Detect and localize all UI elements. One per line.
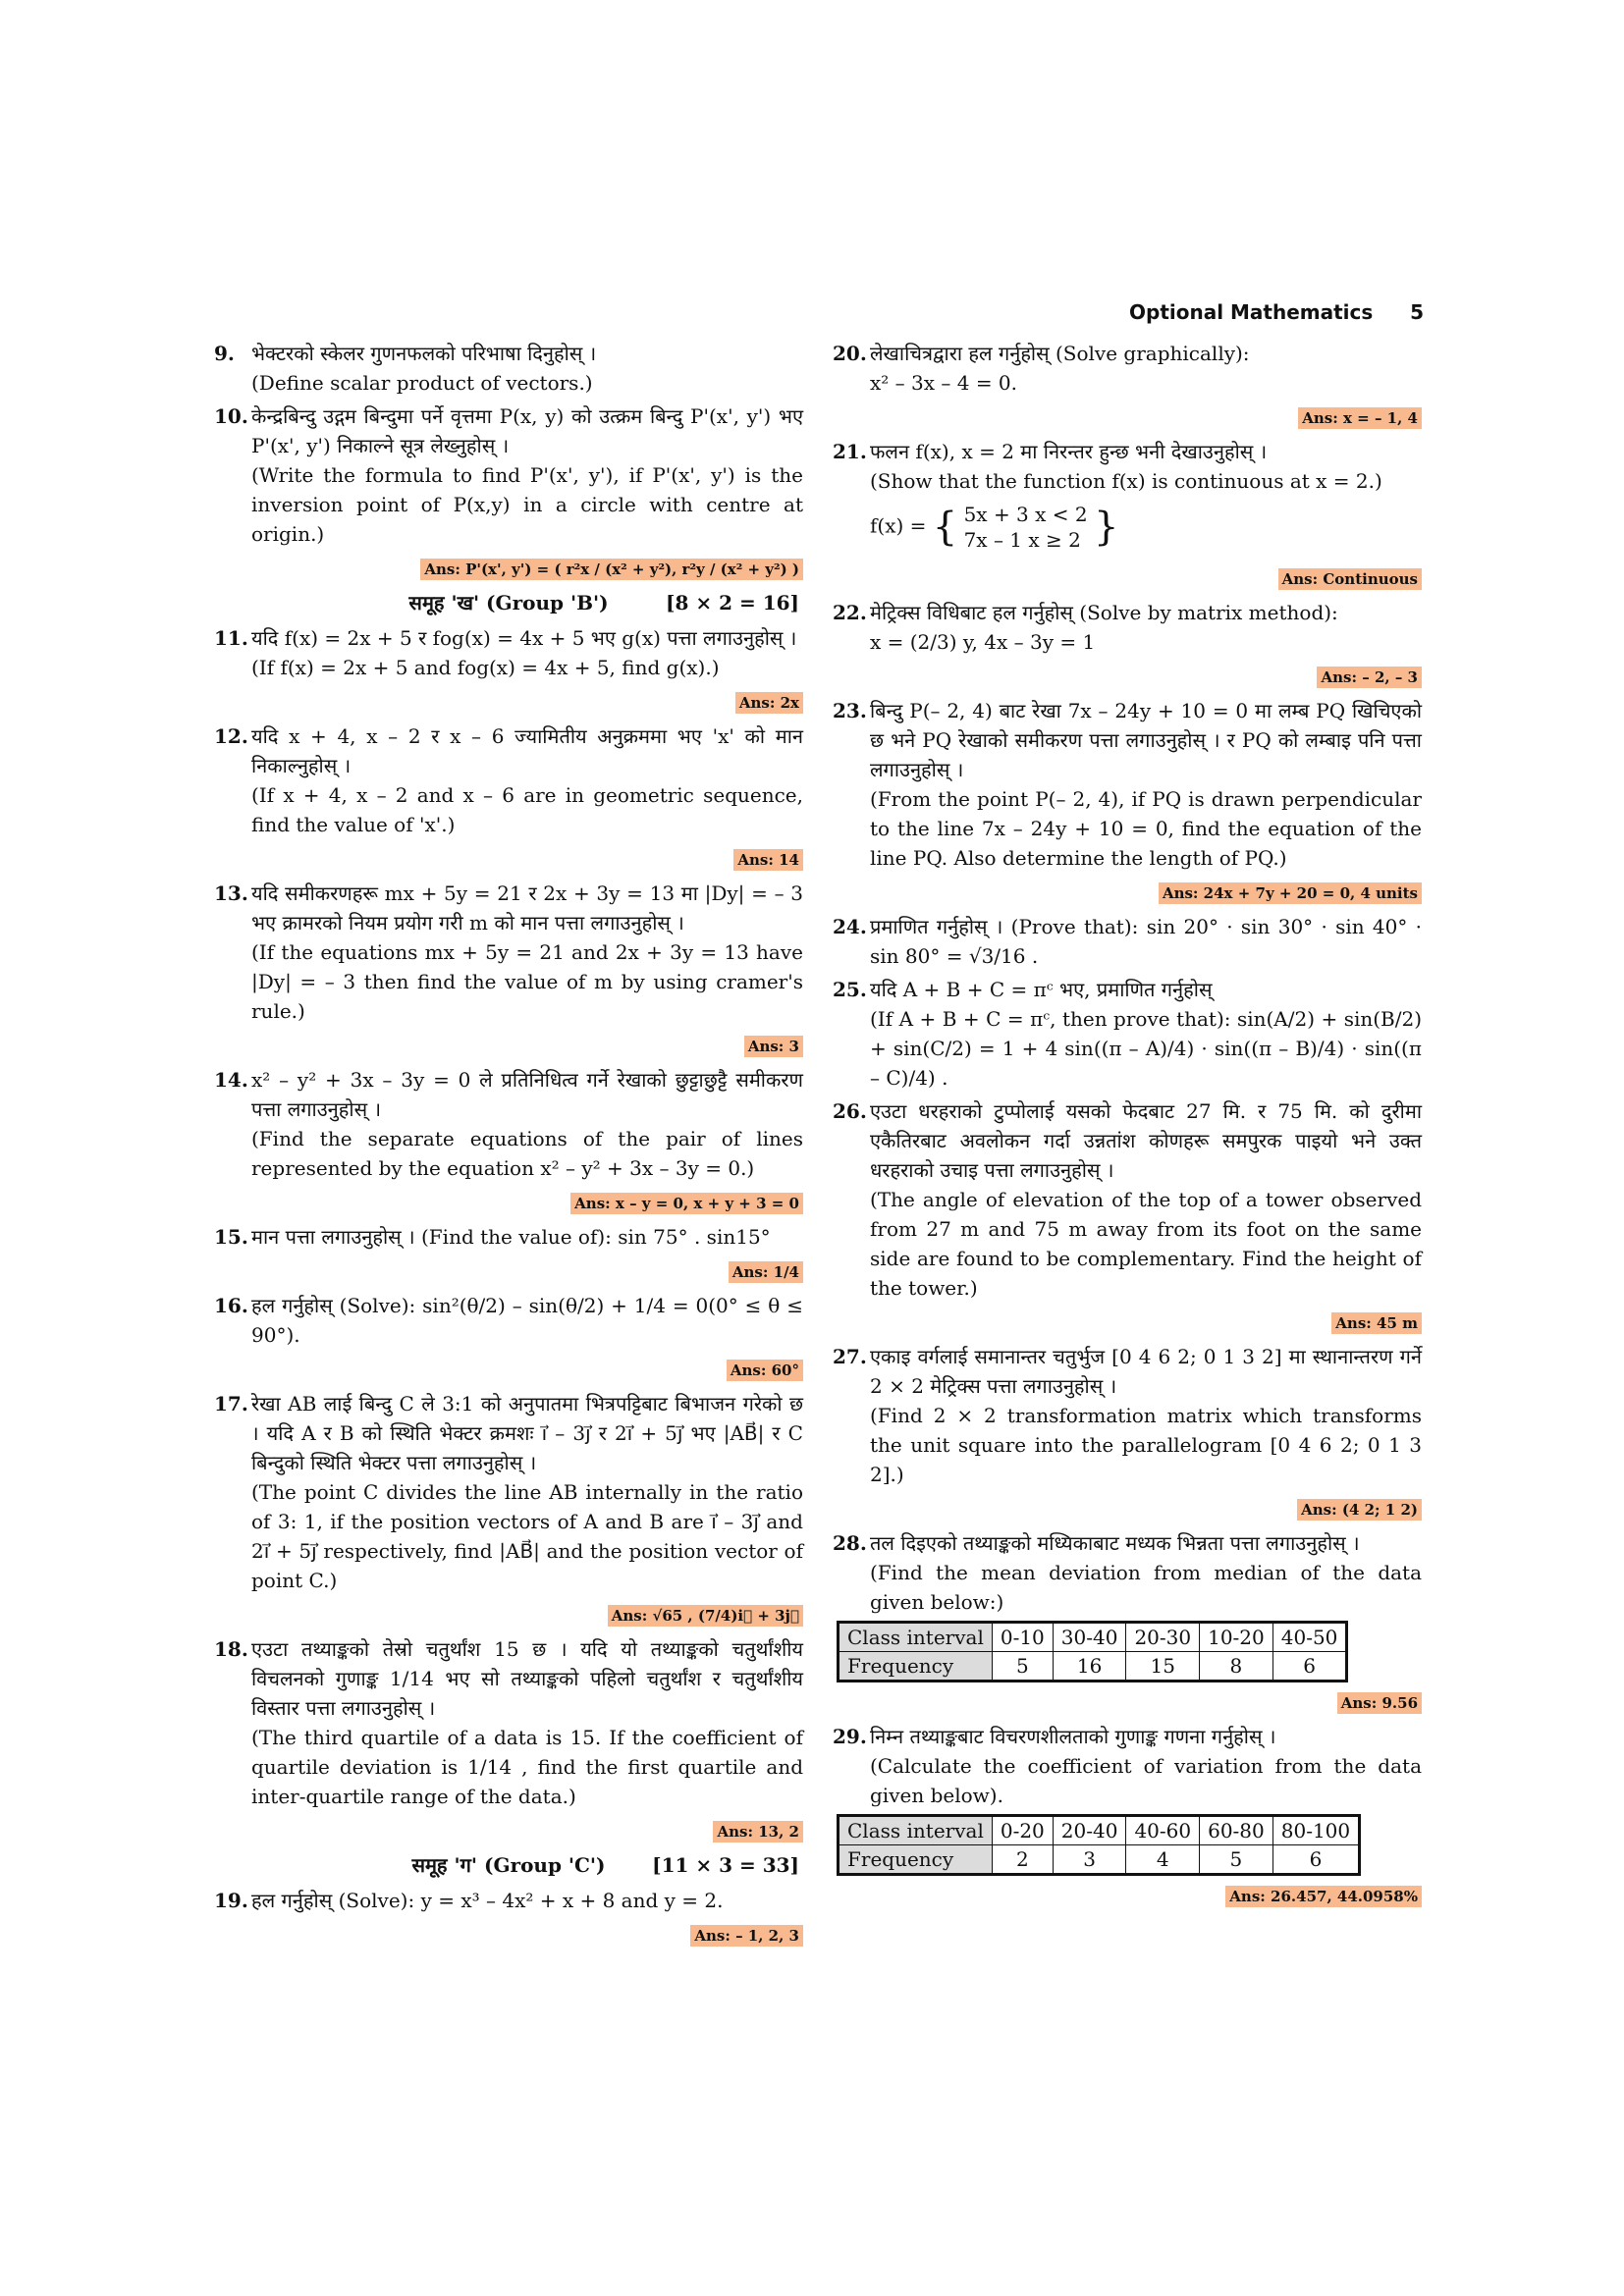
question-number: 12. <box>214 724 248 748</box>
question-text-english: (If the equations mx + 5y = 21 and 2x + 3y = 13 have |Dy| = – 3 then find the value of m by using cramer's rule.) <box>251 940 803 1023</box>
right-column <box>833 339 1422 1915</box>
question-number: 21. <box>833 440 867 463</box>
question-15 <box>214 1222 803 1252</box>
question-18 <box>214 1634 803 1811</box>
group-title: समूह 'ख' (Group 'B') <box>408 591 609 614</box>
answer-21: Ans: Continuous <box>833 562 1422 592</box>
question-number: 26. <box>833 1099 867 1123</box>
question-text-english: (Define scalar product of vectors.) <box>251 371 593 395</box>
answer-23: Ans: 24x + 7y + 20 = 0, 4 units <box>833 877 1422 906</box>
group-marks: [8 × 2 = 16] <box>666 591 799 614</box>
table-row: Frequency 5 16 15 8 6 <box>839 1652 1347 1682</box>
question-text-english: (From the point P(– 2, 4), if PQ is drawn perpendicular to the line 7x – 24y + 10 = 0, find the equation of the line PQ. Also determine the length of PQ.) <box>870 787 1422 870</box>
header-title: Optional Mathematics <box>1129 300 1374 324</box>
answer-28: Ans: 9.56 <box>833 1686 1422 1716</box>
question-text-nepali: रेखा AB लाई बिन्दु C ले 3:1 को अनुपातमा भित्रपट्टिबाट बिभाजन गरेको छ । यदि A र B को स्थिति भेक्टर क्रमशः i⃗ – 3j⃗ र 2i⃗ + 5j⃗ भए |AB⃗| र C बिन्दुको स्थिति भेक्टर पत्ता लगाउनुहोस् । <box>251 1392 803 1474</box>
question-text-nepali: x² – y² + 3x – 3y = 0 ले प्रतिनिधित्व गर्ने रेखाको छुट्टाछुट्टै समीकरण पत्ता लगाउनुहोस् । <box>251 1068 803 1121</box>
question-number: 28. <box>833 1531 867 1555</box>
question-26 <box>833 1096 1422 1303</box>
question-number: 15. <box>214 1225 248 1249</box>
piecewise-function: f(x) = { 5x + 3 x < 2 7x – 1 x ≥ 2 } <box>870 503 1119 552</box>
table-row: Class interval 0-20 20-40 40-60 60-80 80-100 <box>839 1816 1360 1845</box>
question-text-nepali: प्रमाणित गर्नुहोस् । (Prove that): <box>870 915 1139 938</box>
brace-icon: { <box>932 505 958 550</box>
question-28 <box>833 1528 1422 1617</box>
question-text-english: (Show that the function f(x) is continuous at x = 2.) <box>870 469 1382 493</box>
question-21 <box>833 437 1422 559</box>
table-row: Frequency 2 3 4 5 6 <box>839 1845 1360 1875</box>
question-20 <box>833 339 1422 398</box>
left-column <box>214 339 803 1954</box>
question-text-nepali: यदि A + B + C = πᶜ भए, प्रमाणित गर्नुहोस् <box>870 978 1213 1001</box>
question-22 <box>833 598 1422 657</box>
table-row: Class interval 0-10 30-40 20-30 10-20 40-50 <box>839 1623 1347 1652</box>
question-text-english: (Find the mean deviation from median of the data given below:) <box>870 1561 1422 1614</box>
question-16 <box>214 1291 803 1350</box>
question-9 <box>214 339 803 398</box>
answer-20: Ans: x = – 1, 4 <box>833 401 1422 431</box>
question-text-english: (Find the value of): sin 75° . sin15° <box>421 1225 771 1249</box>
question-23 <box>833 696 1422 873</box>
question-number: 14. <box>214 1068 248 1092</box>
question-12 <box>214 721 803 839</box>
answer-18: Ans: 13, 2 <box>214 1815 803 1844</box>
question-text-nepali: केन्द्रबिन्दु उद्गम बिन्दुमा पर्ने वृत्तमा P(x, y) को उत्क्रम बिन्दु P'(x', y') भए P'(x', y') निकाल्ने सूत्र लेख्नुहोस् । <box>251 404 803 457</box>
question-text-english: (Find the separate equations of the pair of lines represented by the equation x² – y² + 3x – 3y = 0.) <box>251 1127 803 1180</box>
question-14 <box>214 1065 803 1183</box>
question-text-nepali: यदि x + 4, x – 2 र x – 6 ज्यामितीय अनुक्रममा भए 'x' को मान निकाल्नुहोस् । <box>251 724 803 777</box>
answer-22: Ans: – 2, – 3 <box>833 661 1422 690</box>
brace-icon: } <box>1093 505 1119 550</box>
question-number: 18. <box>214 1637 248 1661</box>
group-marks: [11 × 3 = 33] <box>652 1853 799 1877</box>
question-formula: y = x³ – 4x² + x + 8 and y = 2. <box>420 1889 724 1912</box>
question-number: 20. <box>833 342 867 365</box>
question-formula: x² – 3x – 4 = 0. <box>870 371 1018 395</box>
answer-16: Ans: 60° <box>214 1354 803 1383</box>
question-24 <box>833 912 1422 971</box>
question-formula: sin²(θ/2) – sin(θ/2) + 1/4 = 0(0° ≤ θ ≤ 90°). <box>251 1294 803 1347</box>
answer-27: Ans: (4 2; 1 2) <box>833 1493 1422 1522</box>
question-text-nepali: एउटा तथ्याङ्कको तेस्रो चतुर्थांश 15 छ । यदि यो तथ्याङ्कको चतुर्थांशीय विचलनको गुणाङ्क 1/14 भए सो तथ्याङ्कको पहिलो चतुर्थांश र चतुर्थांशीय विस्तार पत्ता लगाउनुहोस् । <box>251 1637 803 1720</box>
group-b-heading <box>214 588 803 617</box>
answer-17: Ans: √65 , (7/4)i⃗ + 3j⃗ <box>214 1599 803 1629</box>
question-text-nepali: यदि समीकरणहरू mx + 5y = 21 र 2x + 3y = 13 मा |Dy| = – 3 भए क्रामरको नियम प्रयोग गरी m को मान पत्ता लगाउनुहोस् । <box>251 881 803 934</box>
question-text-nepali: भेक्टरको स्केलर गुणनफलको परिभाषा दिनुहोस् । <box>251 342 597 365</box>
question-text-english: (Write the formula to find P'(x', y'), if P'(x', y') is the inversion point of P(x,y) in a circle with centre at origin.) <box>251 463 803 546</box>
question-number: 9. <box>214 342 235 365</box>
question-text-english: (Calculate the coefficient of variation from the data given below). <box>870 1754 1422 1807</box>
frequency-table-29 <box>837 1814 1361 1876</box>
question-13 <box>214 879 803 1026</box>
question-text-nepali: एकाइ वर्गलाई समानान्तर चतुर्भुज [0 4 6 2; 0 1 3 2] मा स्थानान्तरण गर्ने 2 × 2 मेट्रिक्स पत्ता लगाउनुहोस् । <box>870 1345 1422 1398</box>
answer-19: Ans: – 1, 2, 3 <box>214 1919 803 1949</box>
answer-12: Ans: 14 <box>214 843 803 873</box>
question-number: 24. <box>833 915 867 938</box>
question-text-nepali: फलन f(x), x = 2 मा निरन्तर हुन्छ भनी देखाउनुहोस् । <box>870 440 1268 463</box>
question-text-english: (The third quartile of a data is 15. If the coefficient of quartile deviation is 1/14 , find the first quartile and inter-quartile range of the data.) <box>251 1726 803 1808</box>
question-29 <box>833 1722 1422 1810</box>
question-number: 10. <box>214 404 248 428</box>
answer-10: Ans: P'(x', y') = ( r²x / (x² + y²), r²y / (x² + y²) ) <box>214 553 803 582</box>
question-number: 16. <box>214 1294 248 1317</box>
question-17 <box>214 1389 803 1595</box>
question-text-nepali: तल दिइएको तथ्याङ्कको मध्यिकाबाट मध्यक भिन्नता पत्ता लगाउनुहोस् । <box>870 1531 1360 1555</box>
question-text-nepali: यदि f(x) = 2x + 5 र fog(x) = 4x + 5 भए g(x) पत्ता लगाउनुहोस् । <box>251 626 797 650</box>
answer-26: Ans: 45 m <box>833 1307 1422 1336</box>
answer-11: Ans: 2x <box>214 686 803 716</box>
question-25 <box>833 975 1422 1093</box>
question-text-nepali: हल गर्नुहोस् (Solve): <box>251 1889 415 1912</box>
question-number: 13. <box>214 881 248 905</box>
question-number: 22. <box>833 601 867 624</box>
group-c-heading <box>214 1850 803 1880</box>
question-11 <box>214 623 803 682</box>
question-number: 23. <box>833 699 867 722</box>
question-10 <box>214 401 803 549</box>
question-number: 11. <box>214 626 248 650</box>
question-text-nepali: हल गर्नुहोस् (Solve): <box>251 1294 416 1317</box>
question-number: 29. <box>833 1725 867 1748</box>
question-text-nepali: मेट्रिक्स विधिबाट हल गर्नुहोस् (Solve by matrix method): <box>870 601 1338 624</box>
question-19 <box>214 1886 803 1915</box>
frequency-table-28 <box>837 1621 1348 1682</box>
question-text-english: (The angle of elevation of the top of a tower observed from 27 m and 75 m away from its foot on the same side are found to be complementary. Find the height of the tower.) <box>870 1188 1422 1300</box>
question-number: 27. <box>833 1345 867 1368</box>
group-title: समूह 'ग' (Group 'C') <box>411 1853 606 1877</box>
question-number: 25. <box>833 978 867 1001</box>
question-formula: x = (2/3) y, 4x – 3y = 1 <box>870 630 1096 654</box>
question-number: 17. <box>214 1392 248 1415</box>
question-text-nepali: एउटा धरहराको टुप्पोलाई यसको फेदबाट 27 मि. र 75 मि. को दुरीमा एकैतिरबाट अवलोकन गर्दा उन्नतांश कोणहरू समपुरक पाइयो भने उक्त धरहराको उचाइ पत्ता लगाउनुहोस् । <box>870 1099 1422 1182</box>
question-text-nepali: मान पत्ता लगाउनुहोस् । <box>251 1225 415 1249</box>
answer-15: Ans: 1/4 <box>214 1255 803 1285</box>
question-27 <box>833 1342 1422 1489</box>
question-formula: sin 20° · sin 30° · sin 40° · sin 80° = √3/16 . <box>870 915 1423 968</box>
question-text-nepali: निम्न तथ्याङ्कबाट विचरणशीलताको गुणाङ्क गणना गर्नुहोस् । <box>870 1725 1276 1748</box>
question-text-english: (If f(x) = 2x + 5 and fog(x) = 4x + 5, find g(x).) <box>251 656 720 679</box>
answer-14: Ans: x – y = 0, x + y + 3 = 0 <box>214 1187 803 1216</box>
question-text-english: (The point C divides the line AB internally in the ratio of 3: 1, if the position vectors of A and B are i⃗ – 3j⃗ and 2i⃗ + 5j⃗ respectively, find |AB⃗| and the position vector of point C.) <box>251 1480 803 1592</box>
page-number: 5 <box>1410 300 1424 324</box>
question-number: 19. <box>214 1889 248 1912</box>
question-text-nepali: लेखाचित्रद्वारा हल गर्नुहोस् (Solve graphically): <box>870 342 1250 365</box>
answer-13: Ans: 3 <box>214 1030 803 1059</box>
question-text-english: (If x + 4, x – 2 and x – 6 are in geometric sequence, find the value of 'x'.) <box>251 783 803 836</box>
question-text-nepali: बिन्दु P(– 2, 4) बाट रेखा 7x – 24y + 10 = 0 मा लम्ब PQ खिचिएको छ भने PQ रेखाको समीकरण पत्ता लगाउनुहोस् । र PQ को लम्बाइ पनि पत्ता लगाउनुहोस् । <box>870 699 1422 781</box>
question-formula: (If A + B + C = πᶜ, then prove that): sin(A/2) + sin(B/2) + sin(C/2) = 1 + 4 sin((π – A)/4) · sin((π – B)/4) · sin((π – C)/4) . <box>870 1007 1422 1090</box>
page-header <box>1129 300 1424 324</box>
question-text-english: (Find 2 × 2 transformation matrix which transforms the unit square into the parallelogram [0 4 6 2; 0 1 3 2].) <box>870 1404 1422 1486</box>
answer-29: Ans: 26.457, 44.0958% <box>833 1880 1422 1909</box>
